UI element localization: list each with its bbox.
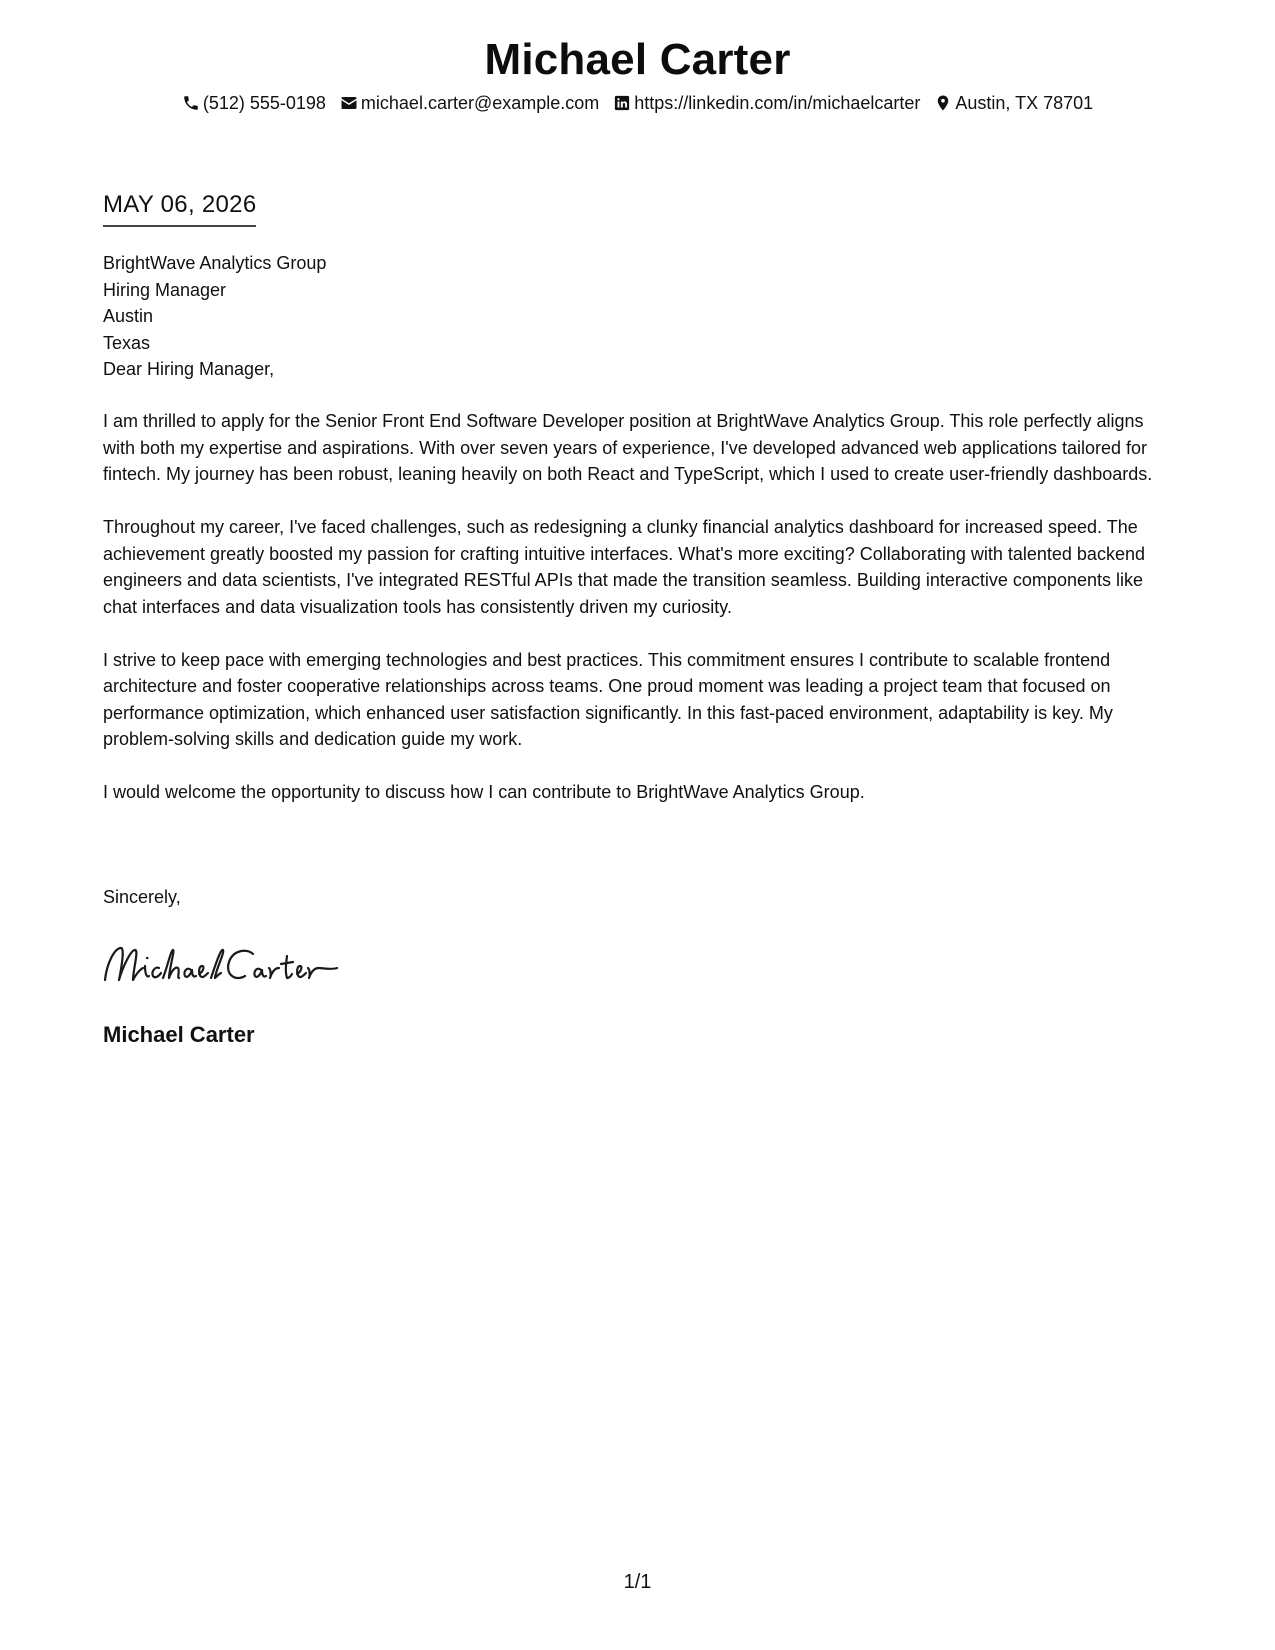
recipient-company: BrightWave Analytics Group (103, 253, 327, 273)
contact-info-row (0, 92, 1275, 114)
body-paragraph: I would welcome the opportunity to discuss how I can contribute to BrightWave Analytics Group. (103, 782, 865, 802)
letter-date: MAY 06, 2026 (103, 190, 256, 227)
closing-text: Sincerely, (103, 887, 181, 907)
contact-linkedin[interactable] (613, 92, 920, 114)
contact-phone (182, 92, 326, 114)
recipient-title: Hiring Manager (103, 279, 227, 300)
phone-icon (182, 94, 200, 112)
letter-date-block (103, 190, 256, 227)
linkedin-text: https://linkedin.com/in/michaelcarter (634, 93, 921, 113)
phone-text: (512) 555-0198 (202, 93, 326, 113)
map-pin-icon (934, 94, 952, 112)
letter-header (0, 34, 1275, 114)
recipient-block (103, 250, 326, 383)
body-paragraph: I am thrilled to apply for the Senior Front End Software Developer position at BrightWave Analytics Group. This role perfectly aligns with both my expertise and aspirations. With over seven years of experience, I've developed advanced web applications tailored for fintech. My journey has been robust, leaning heavily on both React and TypeScript, which I used to create user-friendly dashboards. (103, 411, 1153, 484)
signer-name: Michael Carter (103, 1022, 255, 1047)
location-text: Austin, TX 78701 (955, 93, 1094, 113)
letter-body (103, 408, 1178, 832)
linkedin-icon (613, 94, 631, 112)
applicant-name: Michael Carter (484, 35, 791, 84)
recipient-city: Austin (103, 306, 154, 326)
email-text: michael.carter@example.com (360, 93, 600, 113)
contact-location (934, 92, 1093, 114)
handwritten-signature (101, 940, 341, 990)
salutation: Dear Hiring Manager, (103, 359, 275, 379)
page-indicator: 1/1 (623, 1571, 652, 1593)
body-paragraph: Throughout my career, I've faced challenges, such as redesigning a clunky financial analytics dashboard for increased speed. The achievement greatly boosted my passion for crafting intuitive interfaces. What's more exciting? Collaborating with talented backend engineers and data scientists, I've integrated RESTful APIs that made the transition seamless. Building interactive components like chat interfaces and data visualization tools has consistently driven my curiosity. (103, 517, 1145, 617)
body-paragraph: I strive to keep pace with emerging technologies and best practices. This commitment ensures I contribute to scalable frontend architecture and foster cooperative relationships across teams. One proud moment was leading a project team that focused on performance optimization, which enhanced user satisfaction significantly. In this fast-paced environment, adaptability is key. My problem-solving skills and dedication guide my work. (103, 649, 1113, 749)
envelope-icon (340, 94, 358, 112)
contact-email[interactable] (340, 92, 599, 114)
recipient-state: Texas (103, 332, 151, 353)
